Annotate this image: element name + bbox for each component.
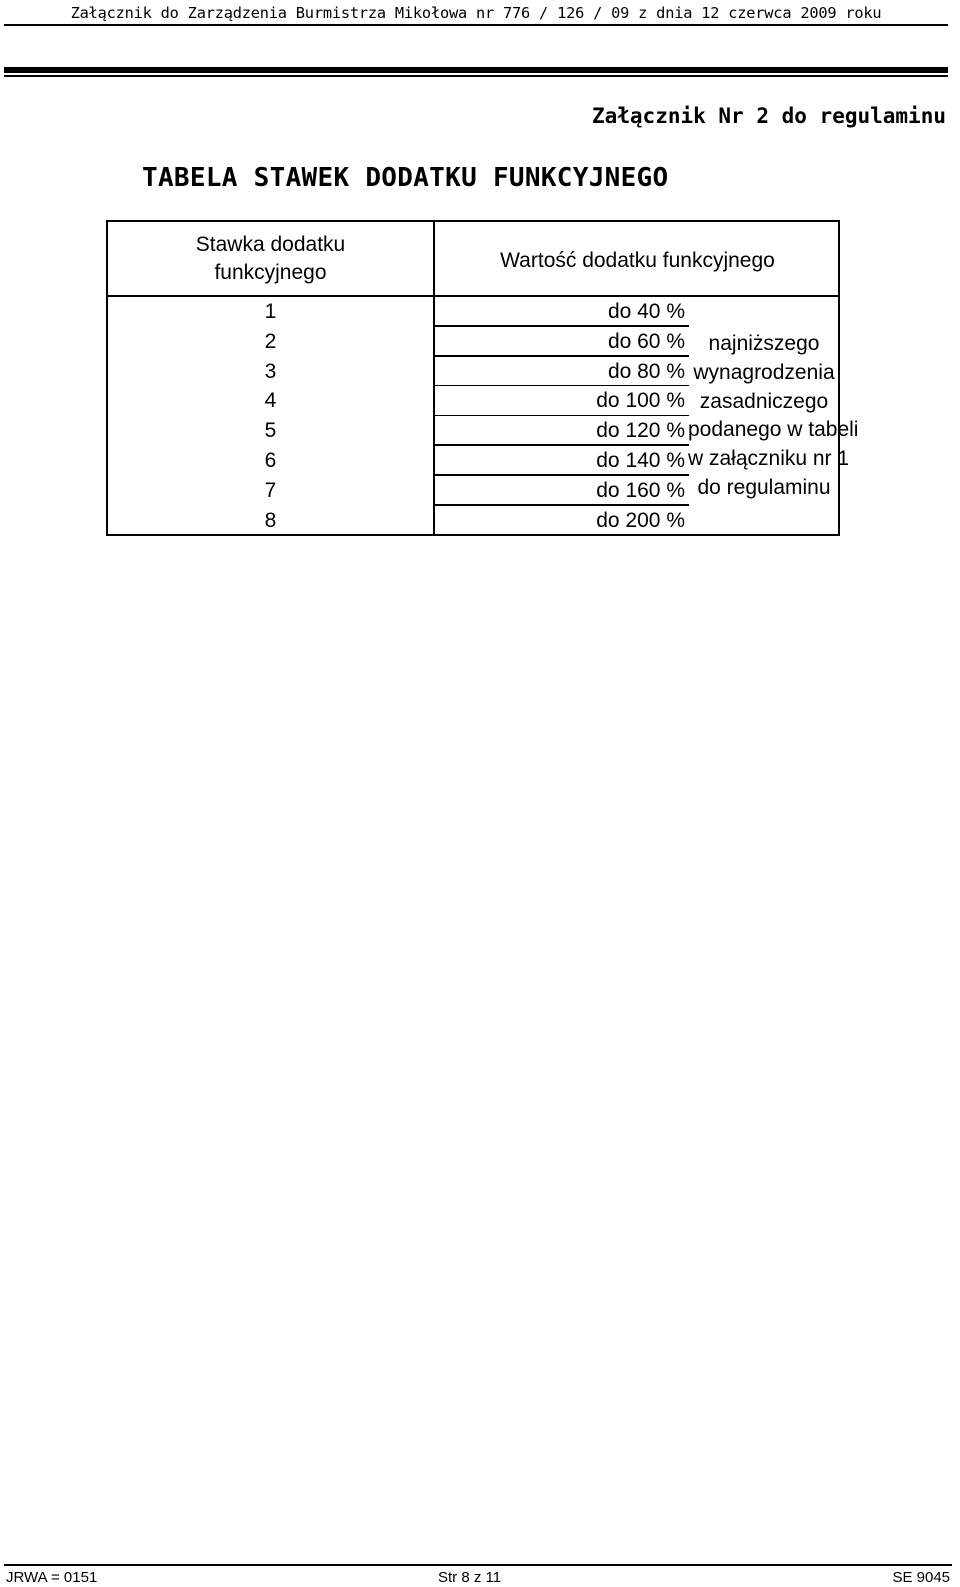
header-rate-line1: Stawka dodatku — [195, 233, 346, 256]
rate-number: 2 — [264, 329, 277, 353]
header-rule-thick — [4, 67, 948, 73]
header-value: Wartość dodatku funkcyjnego — [500, 249, 775, 272]
rate-value: do 120 % — [596, 419, 685, 443]
note-line: do regulaminu — [697, 475, 831, 499]
rate-number: 3 — [264, 359, 277, 383]
note-line: zasadniczego — [699, 389, 829, 413]
rate-number: 7 — [264, 478, 277, 502]
rate-value: do 200 % — [596, 508, 685, 532]
note-line: wynagrodzenia — [693, 360, 835, 384]
page-title: TABELA STAWEK DODATKU FUNKCYJNEGO — [142, 163, 669, 193]
running-header: Załącznik do Zarządzenia Burmistrza Mikołowa nr 776 / 126 / 09 z dnia 12 czerwca 2009 roku — [70, 4, 882, 22]
footer-page-number: Str 8 z 11 — [438, 1569, 502, 1586]
header-rate-line2: funkcyjnego — [214, 261, 327, 284]
rate-value: do 60 % — [607, 329, 685, 353]
rate-number: 1 — [264, 300, 277, 323]
rate-number: 6 — [264, 448, 277, 472]
value-basis-note — [688, 330, 859, 503]
table-row — [108, 506, 838, 536]
header-rule-thin-lower — [4, 75, 948, 77]
rate-table — [106, 220, 859, 536]
rate-value: do 160 % — [596, 478, 685, 502]
rate-number: 5 — [264, 419, 277, 443]
header-rule-thin — [4, 24, 948, 26]
note-line: w załączniku nr 1 — [688, 447, 850, 471]
header-rate — [108, 231, 433, 287]
note-line: podanego w tabeli — [688, 418, 859, 442]
page-footer — [4, 1564, 952, 1587]
table-row — [108, 297, 838, 327]
rate-number: 4 — [264, 389, 277, 413]
note-line: najniższego — [708, 332, 820, 355]
rate-number: 8 — [264, 508, 277, 532]
footer-jrwa: JRWA = 0151 — [6, 1569, 98, 1586]
rate-value: do 140 % — [596, 448, 685, 472]
rate-value: do 100 % — [596, 389, 685, 413]
rate-value: do 80 % — [607, 359, 685, 383]
rate-value: do 40 % — [607, 300, 685, 323]
attachment-label: Załącznik Nr 2 do regulaminu — [591, 104, 946, 128]
footer-code: SE 9045 — [892, 1569, 950, 1586]
